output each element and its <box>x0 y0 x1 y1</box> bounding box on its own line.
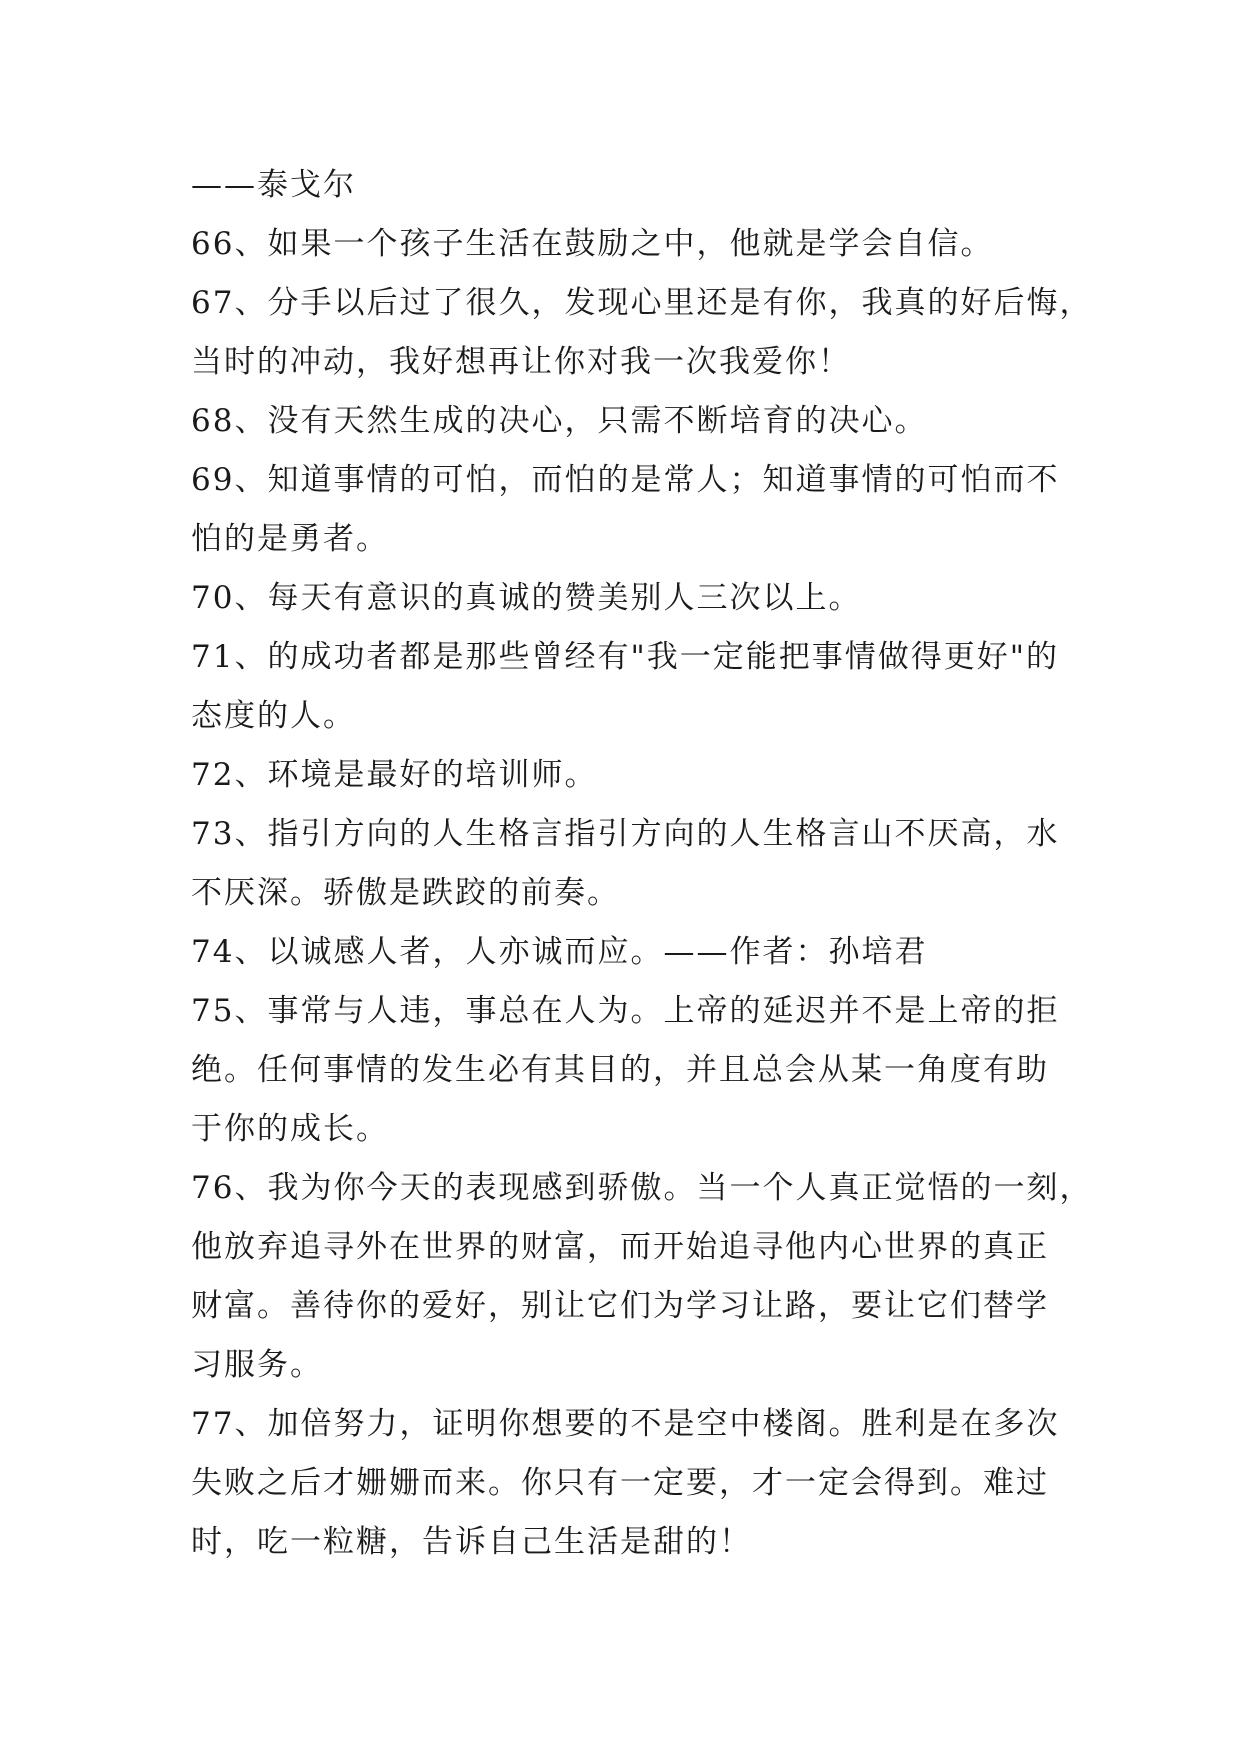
text-line: ——泰戈尔 <box>191 167 356 203</box>
document-body <box>191 156 1093 1572</box>
text-line: 76、我为你今天的表现感到骄傲。当一个人真正觉悟的一刻， <box>191 1170 1093 1206</box>
text-line: 时，吃一粒糖，告诉自己生活是甜的！ <box>191 1524 752 1560</box>
text-line: 66、如果一个孩子生活在鼓励之中，他就是学会自信。 <box>191 226 994 262</box>
text-line: 70、每天有意识的真诚的赞美别人三次以上。 <box>191 580 862 616</box>
text-line: 75、事常与人违，事总在人为。上帝的延迟并不是上帝的拒 <box>191 993 1060 1029</box>
text-line: 不厌深。骄傲是跌跤的前奏。 <box>191 875 620 911</box>
text-line: 72、环境是最好的培训师。 <box>191 757 598 793</box>
text-line: 67、分手以后过了很久，发现心里还是有你，我真的好后悔， <box>191 285 1093 321</box>
text-line: 于你的成长。 <box>191 1111 389 1147</box>
text-line: 态度的人。 <box>191 698 356 734</box>
text-line: 习服务。 <box>191 1347 323 1383</box>
text-line: 73、指引方向的人生格言指引方向的人生格言山不厌高，水 <box>191 816 1060 852</box>
text-line: 绝。任何事情的发生必有其目的，并且总会从某一角度有助 <box>191 1052 1049 1088</box>
text-line: 69、知道事情的可怕，而怕的是常人；知道事情的可怕而不 <box>191 462 1060 498</box>
text-line: 68、没有天然生成的决心，只需不断培育的决心。 <box>191 403 928 439</box>
text-line: 74、以诚感人者，人亦诚而应。——作者：孙培君 <box>191 934 928 970</box>
text-line: 怕的是勇者。 <box>191 521 389 557</box>
text-line: 77、加倍努力，证明你想要的不是空中楼阁。胜利是在多次 <box>191 1406 1060 1442</box>
text-line: 71、的成功者都是那些曾经有"我一定能把事情做得更好"的 <box>191 639 1059 675</box>
text-line: 他放弃追寻外在世界的财富，而开始追寻他内心世界的真正 <box>191 1229 1049 1265</box>
text-line: 财富。善待你的爱好，别让它们为学习让路，要让它们替学 <box>191 1288 1049 1324</box>
text-line: 当时的冲动，我好想再让你对我一次我爱你！ <box>191 344 851 380</box>
text-line: 失败之后才姗姗而来。你只有一定要，才一定会得到。难过 <box>191 1465 1049 1501</box>
